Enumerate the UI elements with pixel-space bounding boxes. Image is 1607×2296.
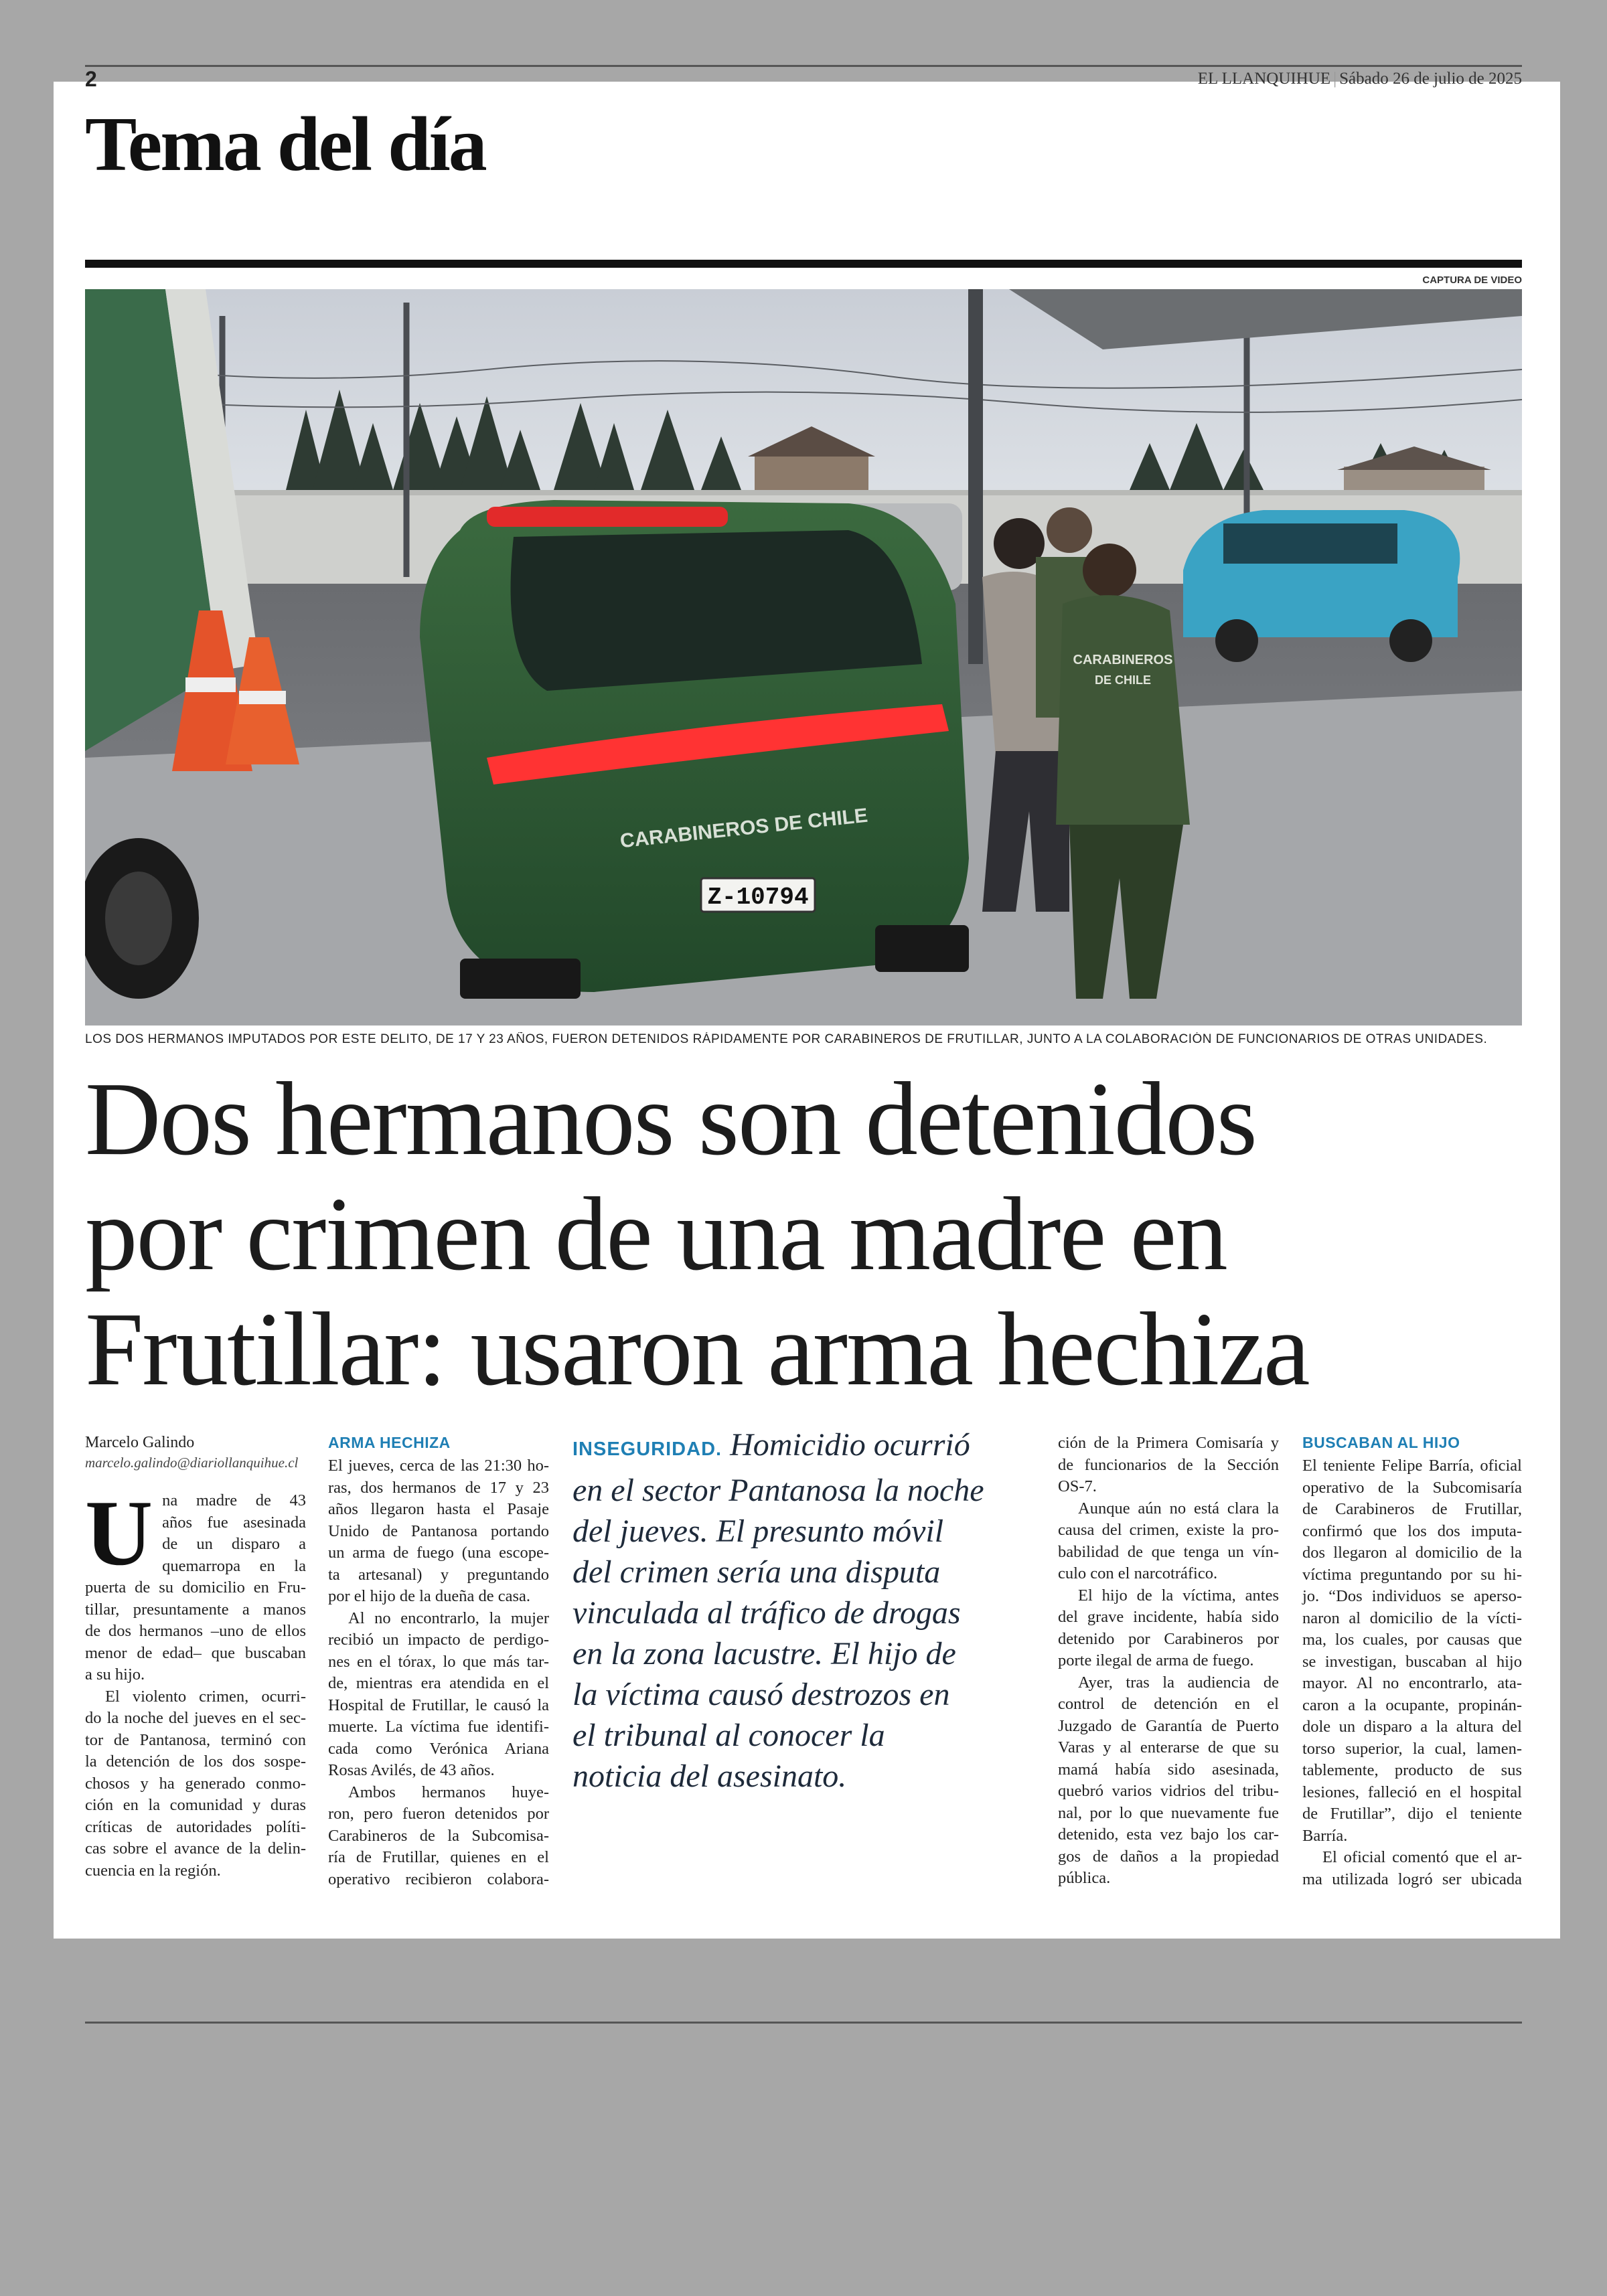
paragraph [1302, 1455, 1522, 1847]
paragraph [328, 1455, 549, 1608]
paragraph [1058, 1585, 1279, 1672]
paragraph [1058, 1498, 1279, 1585]
text-line: lesiones, falleció en el hospital [1302, 1783, 1522, 1801]
text-line: ma utilizada logró ser ubicada [1302, 1870, 1522, 1888]
text-line: gos de daños a la propiedad [1058, 1847, 1279, 1866]
text-line: Rosas Avilés, de 43 años. [328, 1761, 495, 1779]
text-line: dole un disparo a la altura del [1302, 1718, 1522, 1736]
text-line: ría de Frutillar, quienes en el [328, 1848, 549, 1866]
section-rule [85, 260, 1522, 268]
paragraph [85, 1686, 306, 1708]
text-line: ta artesanal) y preguntando [328, 1565, 549, 1584]
text-line: control de detención en el [1058, 1695, 1279, 1713]
text-line: Al no encontrarlo, la mujer [348, 1609, 549, 1627]
text-line: a su hijo. [85, 1665, 145, 1684]
text-line: caron a la ocupante, propinán- [1302, 1696, 1522, 1714]
text-line: babilidad de que tenga un vín- [1058, 1542, 1279, 1561]
text-line: operativo de la Subcomisaría [1302, 1478, 1522, 1497]
text-line: se investigan, buscaban al hijo [1302, 1652, 1522, 1671]
license-plate: Z-10794 [707, 884, 809, 911]
text-line: Varas y al enterarse de que su [1058, 1738, 1279, 1756]
text-line: El oficial comentó que el ar- [1322, 1848, 1522, 1866]
paragraph [1058, 1672, 1279, 1890]
text-line: ras, dos hermanos de 17 y 23 [328, 1478, 549, 1497]
pull-line: noticia del asesinato. [572, 1758, 847, 1794]
text-line: tablemente, producto de sus [1302, 1761, 1522, 1779]
text-line: naron al domicilio de la vícti- [1302, 1609, 1522, 1627]
text-line: ción de la Primera Comisaría y [1058, 1434, 1279, 1452]
text-line: Unido de Pantanosa portando [328, 1522, 549, 1540]
text-line: porte ilegal de arma de fuego. [1058, 1651, 1254, 1669]
text-line: detenido, esta vez bajo los car- [1058, 1825, 1279, 1843]
drop-cap: U [85, 1481, 153, 1585]
text-line: torso superior, la cual, lamen- [1302, 1739, 1522, 1758]
text-line: cas sobre el avance de la delin- [85, 1839, 306, 1858]
text-line: cuencia en la región. [85, 1861, 221, 1880]
text-line: El jueves, cerca de las 21:30 ho- [328, 1457, 549, 1475]
article-column-1 [85, 1432, 306, 1882]
text-line: El violento crimen, ocurri- [105, 1687, 306, 1706]
paragraph [1302, 1847, 1522, 1890]
paragraph [328, 1608, 549, 1782]
news-photo [85, 289, 1522, 1026]
text-line: mamá había sido asesinada, [1058, 1760, 1279, 1779]
text-line: Ambos hermanos huye- [348, 1783, 549, 1801]
text-line: do la noche del jueves en el sec- [85, 1709, 306, 1727]
photo-caption: LOS DOS HERMANOS IMPUTADOS POR ESTE DELITO, DE 17 Y 23 AÑOS, FUERON DETENIDOS RÁPIDAMENTE POR CARABINEROS DE FRUTILLAR, JUNTO A LA COLABORACIÓN DE FUNCIONARIOS DE OTRAS UNIDADES. [85, 1032, 1488, 1046]
text-line: puerta de su domicilio en Fru- [85, 1578, 306, 1596]
text-line: El teniente Felipe Barría, oficial [1302, 1457, 1522, 1475]
text-line: de Carabineros de Frutillar, [1302, 1500, 1522, 1518]
text-line: muerte. La víctima fue identifi- [328, 1718, 549, 1736]
article-column-4 [1058, 1432, 1279, 1890]
text-line: confirmó que los dos imputa- [1302, 1522, 1522, 1540]
text-line: El hijo de la víctima, antes [1078, 1586, 1279, 1605]
text-line: años fue asesinada [162, 1513, 306, 1532]
photo-credit: CAPTURA DE VIDEO [1422, 274, 1522, 286]
text-line: Juzgado de Garantía de Puerto [1058, 1716, 1279, 1735]
text-line: ma, los cuales, por causas que [1302, 1631, 1522, 1649]
text-line: de un disparo a [162, 1535, 306, 1553]
text-line: nal, por lo que nuevamente fue [1058, 1803, 1279, 1822]
text-line: quemarropa en la [162, 1556, 306, 1575]
text-line: Aunque aún no está clara la [1078, 1499, 1279, 1518]
bottom-rule [85, 2022, 1522, 2024]
pull-line [572, 1424, 1041, 1470]
page-number: 2 [85, 67, 97, 91]
publication-name: EL LLANQUIHUE [1197, 70, 1331, 88]
text-line: Hospital de Frutillar, le causó la [328, 1696, 549, 1714]
text-line: chosos y ha generado conmo- [85, 1774, 306, 1793]
section-title: Tema del día [85, 102, 485, 187]
text-line: ron, pero fueron detenidos por [328, 1805, 549, 1823]
vehicle-lettering: CARABINEROS DE CHILE [619, 804, 869, 853]
text-line: recibió un impacto de perdigo- [328, 1631, 549, 1649]
text-line: nes en el tórax, lo que más tar- [328, 1652, 549, 1671]
text-line: dos llegaron al domicilio de la [1302, 1544, 1522, 1562]
text-line: Barría. [1302, 1826, 1348, 1845]
paragraph [85, 1577, 306, 1686]
publication-date: Sábado 26 de julio de 2025 [1339, 70, 1522, 88]
text-line: quebró varios vidrios del tribu- [1058, 1782, 1279, 1800]
paragraph [1058, 1432, 1279, 1498]
author-name: Marcelo Galindo [85, 1434, 195, 1451]
text-line: de, mientras era atendida en el [328, 1674, 549, 1692]
text-line: un arma de fuego (una escope- [328, 1544, 549, 1562]
pull-line: del crimen sería una disputa [572, 1554, 941, 1590]
text-line: tillar, presuntamente a manos [85, 1600, 306, 1619]
pull-kicker: INSEGURIDAD. [572, 1439, 722, 1460]
text-line: operativo recibieron colabora- [328, 1870, 549, 1888]
pull-quote [572, 1424, 1041, 1797]
headline [85, 1061, 1522, 1406]
top-rule [85, 65, 1522, 67]
pull-line: vinculada al tráfico de drogas [572, 1595, 961, 1631]
pull-line: la víctima causó destrozos en [572, 1677, 950, 1712]
text-line: menor de edad– que buscaban [85, 1643, 306, 1662]
text-line: de funcionarios de la Sección [1058, 1455, 1279, 1474]
pull-text: Homicidio ocurrió [730, 1427, 970, 1463]
text-line: mayor. Al no encontrarlo, ata- [1302, 1674, 1522, 1692]
paragraph [328, 1782, 549, 1891]
text-line: de dos hermanos –uno de ellos [85, 1622, 306, 1640]
author-email[interactable]: marcelo.galindo@diariollanquihue.cl [85, 1455, 299, 1471]
masthead [1198, 70, 1522, 88]
text-line: del grave incidente, había sido [1058, 1608, 1279, 1626]
text-line: años llegaron hasta el Pasaje [328, 1500, 549, 1518]
text-line: por el hijo de la dueña de casa. [328, 1587, 531, 1605]
vest-lettering-1: CARABINEROS [1073, 653, 1173, 667]
subhead-arma-hechiza: ARMA HECHIZA [328, 1434, 451, 1451]
text-line: pública. [1058, 1869, 1111, 1887]
headline-line: Frutillar: usaron arma hechiza [85, 1291, 1309, 1407]
article-column-5 [1302, 1432, 1522, 1890]
text-line: de Frutillar”, dijo el teniente [1302, 1805, 1522, 1823]
headline-line: Dos hermanos son detenidos [85, 1060, 1256, 1177]
vest-lettering-2: DE CHILE [1094, 673, 1152, 687]
text-line: críticas de autoridades políti- [85, 1817, 306, 1836]
article-column-2 [328, 1432, 549, 1890]
photo-illustration [85, 289, 1522, 1026]
pull-line: en el sector Pantanosa la noche [572, 1473, 984, 1508]
text-line: víctima preguntando por su hi- [1302, 1565, 1522, 1584]
subhead-buscaban-al-hijo: BUSCABAN AL HIJO [1302, 1434, 1460, 1451]
text-line: OS-7. [1058, 1477, 1097, 1495]
text-line: Carabineros de la Subcomisa- [328, 1826, 549, 1845]
masthead-separator: | [1333, 70, 1337, 88]
text-line: tor de Pantanosa, terminó con [85, 1730, 306, 1749]
text-line: culo con el narcotráfico. [1058, 1564, 1218, 1582]
text-line: jo. “Dos individuos se aperso- [1302, 1587, 1522, 1605]
text-line: detenido por Carabineros por [1058, 1629, 1279, 1648]
text-line: la detención de los dos sospe- [85, 1752, 306, 1771]
text-line: na madre de 43 [162, 1491, 306, 1509]
text-line: Ayer, tras la audiencia de [1078, 1673, 1279, 1692]
pull-line: en la zona lacustre. El hijo de [572, 1636, 956, 1671]
text-line: cada como Verónica Ariana [328, 1739, 549, 1758]
text-line: causa del crimen, existe la pro- [1058, 1521, 1279, 1539]
paragraph-continued [85, 1708, 306, 1882]
patrol-car [420, 500, 969, 999]
text-line: ción en la comunidad y duras [85, 1796, 306, 1814]
pull-line: del jueves. El presunto móvil [572, 1513, 944, 1549]
headline-line: por crimen de una madre en [85, 1175, 1227, 1292]
pull-line: el tribunal al conocer la [572, 1718, 885, 1753]
